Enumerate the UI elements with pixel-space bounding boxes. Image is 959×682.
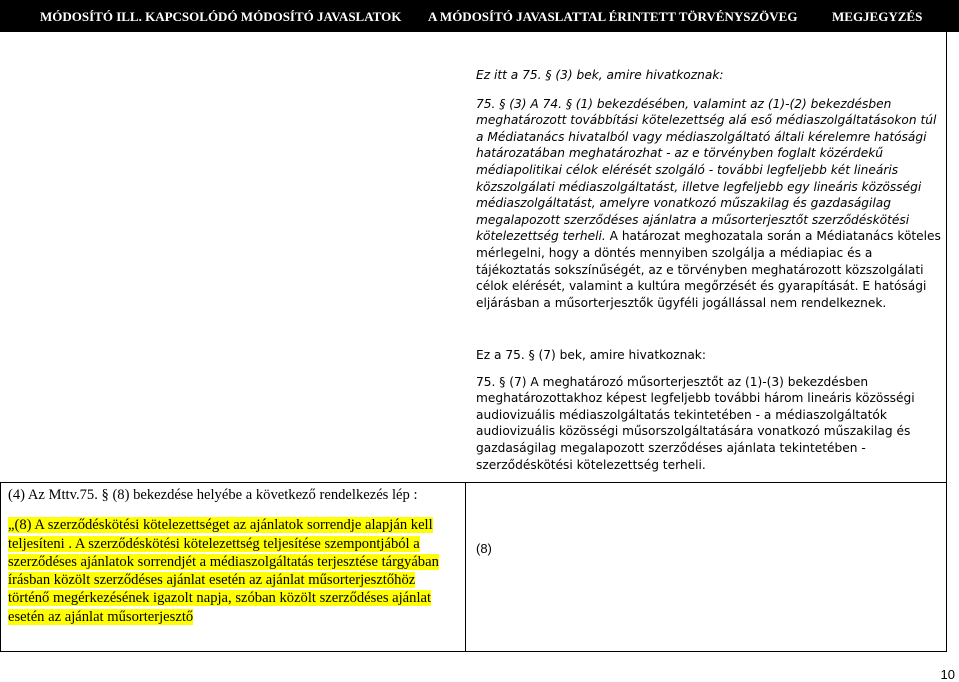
block1-text-b: A határozat meghozatala során a Médiatanács köteles mérlegelni, hogy a döntés mennyiben szolgálja a médiapiac és a tájékoztatás sokszínűségét, az e törvényben meghatározott közszolgálati célok elérését, valamint a kultúra megőrzését és gyarapítását. E hatósági eljárásban a műsorterjesztők ügyféli jogállással nem rendelkeznek. [476, 229, 941, 310]
amendment-cell [8, 486, 460, 626]
header-col-amendments: MÓDOSÍTÓ ILL. KAPCSOLÓDÓ MÓDOSÍTÓ JAVASLATOK [40, 9, 402, 24]
header-col-remarks: MEGJEGYZÉS [832, 9, 923, 24]
law-text-block-2 [476, 347, 946, 473]
left-column-border [0, 482, 1, 652]
amendment-text [8, 516, 460, 626]
amendment-heading: (4) Az Mttv.75. § (8) bekezdése helyébe a következő rendelkezés lép : [8, 487, 418, 503]
header-col-law-text: A MÓDOSÍTÓ JAVASLATTAL ÉRINTETT TÖRVÉNYSZÖVEG [428, 9, 798, 24]
col2-divider [946, 482, 947, 652]
table-header [0, 0, 959, 32]
block1-intro: Ez itt a 75. § (3) bek, amire hivatkoznak: [476, 68, 724, 82]
right-border-top [946, 32, 947, 482]
law-text-block-1 [476, 67, 946, 311]
block1-text-a: 75. § (3) A 74. § (1) bekezdésében, valamint az (1)-(2) bekezdésben meghatározott továbbítási kötelezettség alá eső médiaszolgáltatásokon túl a Médiatanács hivatalból vagy médiaszolgáltató általi kérelemre hatósági határozatában meghatározhat - az e törvényben foglalt közérdekű médiapolitikai célok elérését szolgáló - további legfeljebb két lineáris közszolgálati médiaszolgáltatást, illetve legfeljebb egy lineáris közösségi médiaszolgáltatást, amelyre vonatkozó műszakilag és gazdaságilag megalapozott szerződéses ajánlatra a műsorterjesztőt szerződéskötési kötelezettség terheli. [476, 96, 937, 244]
block1-paragraph [476, 96, 946, 312]
block2-paragraph: 75. § (7) A meghatározó műsorterjesztőt az (1)-(3) bekezdésben meghatározottakhoz képest legfeljebb további három lineáris közösségi audiovizuális médiaszolgáltatás tekintetében - a médiaszolgáltatók audiovizuális közösségi műsorszolgáltatására vonatkozó műszakilag és gazdaságilag megalapozott szerződéses ajánlata tekintetében - szerződéskötési kötelezettség terheli. [476, 374, 915, 472]
page-number: 10 [940, 667, 955, 682]
row-divider [0, 482, 947, 483]
col1-divider [465, 482, 466, 652]
amendment-highlighted-text: „(8) A szerződéskötési kötelezettséget az ajánlatok sorrendje alapján kell teljesíteni . A szerződéskötési kötelezettség teljesítése szempontjából a szerződéses ajánlatok sorrendjét a médiaszolgáltatás terjesztése tárgyában írásban közölt szerződéses ajánlat esetén az ajánlat műsorterjesztőhöz történő megérkezésének igazolt napja, szóban közölt szerződéses ajánlat esetén az ajánlat műsorterjesztő [8, 517, 439, 625]
table-bottom [0, 651, 947, 652]
block2-intro: Ez a 75. § (7) bek, amire hivatkoznak: [476, 348, 706, 362]
law-reference: (8) [476, 541, 492, 556]
